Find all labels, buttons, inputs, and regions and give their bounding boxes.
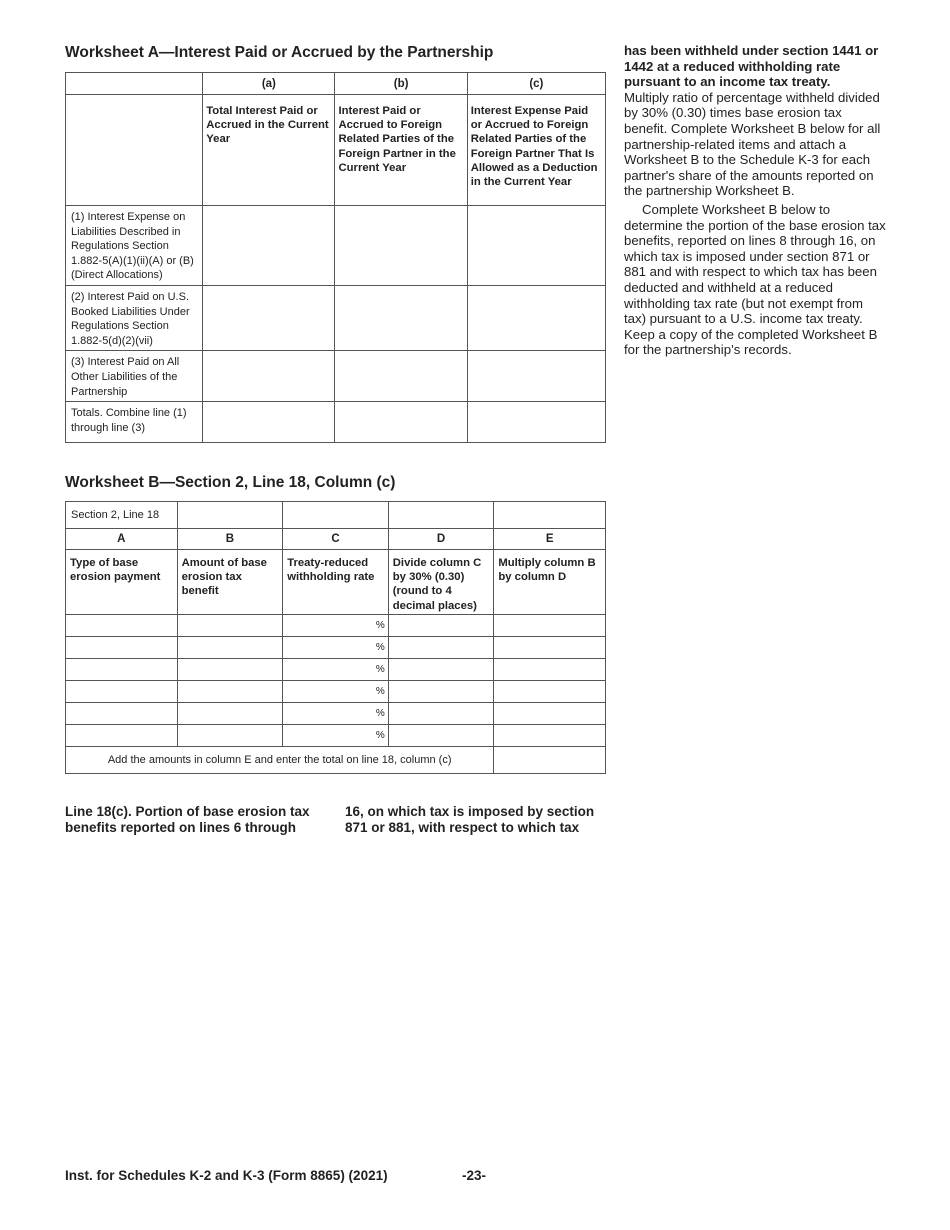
input-cell-3c[interactable] (467, 351, 605, 402)
col-letter-A: A (66, 529, 178, 550)
input-amount-cell[interactable] (177, 615, 283, 637)
worksheet-a-table (65, 72, 606, 443)
input-type-cell[interactable] (66, 703, 178, 725)
input-cell-total-c[interactable] (467, 402, 605, 443)
section-label: Section 2, Line 18 (66, 502, 178, 529)
section-blank-c (283, 502, 389, 529)
col-letter-a: (a) (203, 73, 335, 95)
input-type-cell[interactable] (66, 681, 178, 703)
input-total-cell[interactable] (494, 747, 606, 774)
input-cell-1b[interactable] (335, 206, 467, 286)
input-amount-cell[interactable] (177, 703, 283, 725)
input-ratio-cell[interactable] (388, 637, 494, 659)
col-desc-A: Type of base erosion payment (66, 550, 178, 615)
input-ratio-cell[interactable] (388, 703, 494, 725)
input-cell-total-a[interactable] (203, 402, 335, 443)
table-row (66, 659, 606, 681)
input-ratio-cell[interactable] (388, 725, 494, 747)
right-column-bold-lead: has been withheld under section 1441 or 1442 at a reduced withholding rate pursuant to an income tax treaty. (624, 43, 879, 90)
worksheet-a-blank-desc (66, 95, 203, 206)
input-product-cell[interactable] (494, 615, 606, 637)
row-label-totals: Totals. Combine line (1) through line (3) (66, 402, 203, 443)
input-cell-1c[interactable] (467, 206, 605, 286)
section-blank-e (494, 502, 606, 529)
line18-heading-right: 16, on which tax is imposed by section 871 or 881, with respect to which tax (345, 804, 595, 835)
input-product-cell[interactable] (494, 725, 606, 747)
col-letter-C: C (283, 529, 389, 550)
input-rate-cell[interactable]: % (283, 703, 389, 725)
input-amount-cell[interactable] (177, 681, 283, 703)
section-blank-d (388, 502, 494, 529)
table-row (66, 637, 606, 659)
input-rate-cell[interactable]: % (283, 637, 389, 659)
right-column-para-2: Complete Worksheet B below to determine the portion of the base erosion tax benefits, reported on lines 8 through 16, on which tax is imposed under section 871 or 881 and with respect to which tax has been deducted and withheld at a reduced withholding tax rate (but not exempt from tax) pursuant to a U.S. income tax treaty. Keep a copy of the completed Worksheet B for the partnership’s records. (624, 201, 886, 358)
col-desc-E: Multiply column B by column D (494, 550, 606, 615)
col-letter-D: D (388, 529, 494, 550)
input-type-cell[interactable] (66, 725, 178, 747)
col-desc-D: Divide column C by 30% (0.30) (round to 4 decimal places) (388, 550, 494, 615)
row-label-2: (2) Interest Paid on U.S. Booked Liabilities Under Regulations Section 1.882-5(d)(2)(vii) (66, 285, 203, 350)
input-type-cell[interactable] (66, 659, 178, 681)
col-desc-B: Amount of base erosion tax benefit (177, 550, 283, 615)
table-row (66, 703, 606, 725)
input-product-cell[interactable] (494, 681, 606, 703)
total-instruction: Add the amounts in column E and enter the total on line 18, column (c) (66, 747, 494, 774)
worksheet-b-table (65, 501, 606, 774)
input-cell-3b[interactable] (335, 351, 467, 402)
input-cell-1a[interactable] (203, 206, 335, 286)
input-ratio-cell[interactable] (388, 659, 494, 681)
right-column-text (624, 43, 886, 358)
input-cell-2a[interactable] (203, 285, 335, 350)
col-letter-B: B (177, 529, 283, 550)
worksheet-a-corner-cell (66, 73, 203, 95)
right-column-para-1: Multiply ratio of percentage withheld divided by 30% (0.30) times base erosion tax benefit. Complete Worksheet B below for all partnership-related items and attach a Worksheet B to the Schedule K-3 for each partner's share of the amounts reported on the partnership Worksheet B. (624, 89, 881, 199)
input-rate-cell[interactable]: % (283, 725, 389, 747)
table-row (66, 725, 606, 747)
row-label-1: (1) Interest Expense on Liabilities Described in Regulations Section 1.882-5(A)(1)(ii)(A) or (B) (Direct Allocations) (66, 206, 203, 286)
section-blank-b (177, 502, 283, 529)
col-letter-E: E (494, 529, 606, 550)
col-desc-a: Total Interest Paid or Accrued in the Current Year (203, 95, 335, 206)
input-rate-cell[interactable]: % (283, 615, 389, 637)
input-amount-cell[interactable] (177, 659, 283, 681)
input-ratio-cell[interactable] (388, 681, 494, 703)
input-rate-cell[interactable]: % (283, 659, 389, 681)
line18-heading-left: Line 18(c). Portion of base erosion tax benefits reported on lines 6 through (65, 804, 310, 835)
input-amount-cell[interactable] (177, 725, 283, 747)
input-product-cell[interactable] (494, 637, 606, 659)
page-number: -23- (462, 1168, 487, 1183)
col-letter-c: (c) (467, 73, 605, 95)
col-desc-C: Treaty-reduced withholding rate (283, 550, 389, 615)
input-amount-cell[interactable] (177, 637, 283, 659)
input-cell-2b[interactable] (335, 285, 467, 350)
input-ratio-cell[interactable] (388, 615, 494, 637)
input-cell-total-b[interactable] (335, 402, 467, 443)
table-row (66, 615, 606, 637)
col-desc-b: Interest Paid or Accrued to Foreign Related Parties of the Foreign Partner in the Current Year (335, 95, 467, 206)
worksheet-b-title: Worksheet B—Section 2, Line 18, Column (c) (65, 474, 396, 491)
input-cell-3a[interactable] (203, 351, 335, 402)
input-rate-cell[interactable]: % (283, 681, 389, 703)
input-product-cell[interactable] (494, 703, 606, 725)
footer-form-reference: Inst. for Schedules K-2 and K-3 (Form 8865) (2021) (65, 1168, 388, 1183)
input-type-cell[interactable] (66, 615, 178, 637)
col-desc-c: Interest Expense Paid or Accrued to Foreign Related Parties of the Foreign Partner That Is Allowed as a Deduction in the Current Year (467, 95, 605, 206)
input-cell-2c[interactable] (467, 285, 605, 350)
row-label-3: (3) Interest Paid on All Other Liabilities of the Partnership (66, 351, 203, 402)
table-row (66, 681, 606, 703)
input-type-cell[interactable] (66, 637, 178, 659)
input-product-cell[interactable] (494, 659, 606, 681)
worksheet-a-title: Worksheet A—Interest Paid or Accrued by the Partnership (65, 44, 494, 61)
col-letter-b: (b) (335, 73, 467, 95)
